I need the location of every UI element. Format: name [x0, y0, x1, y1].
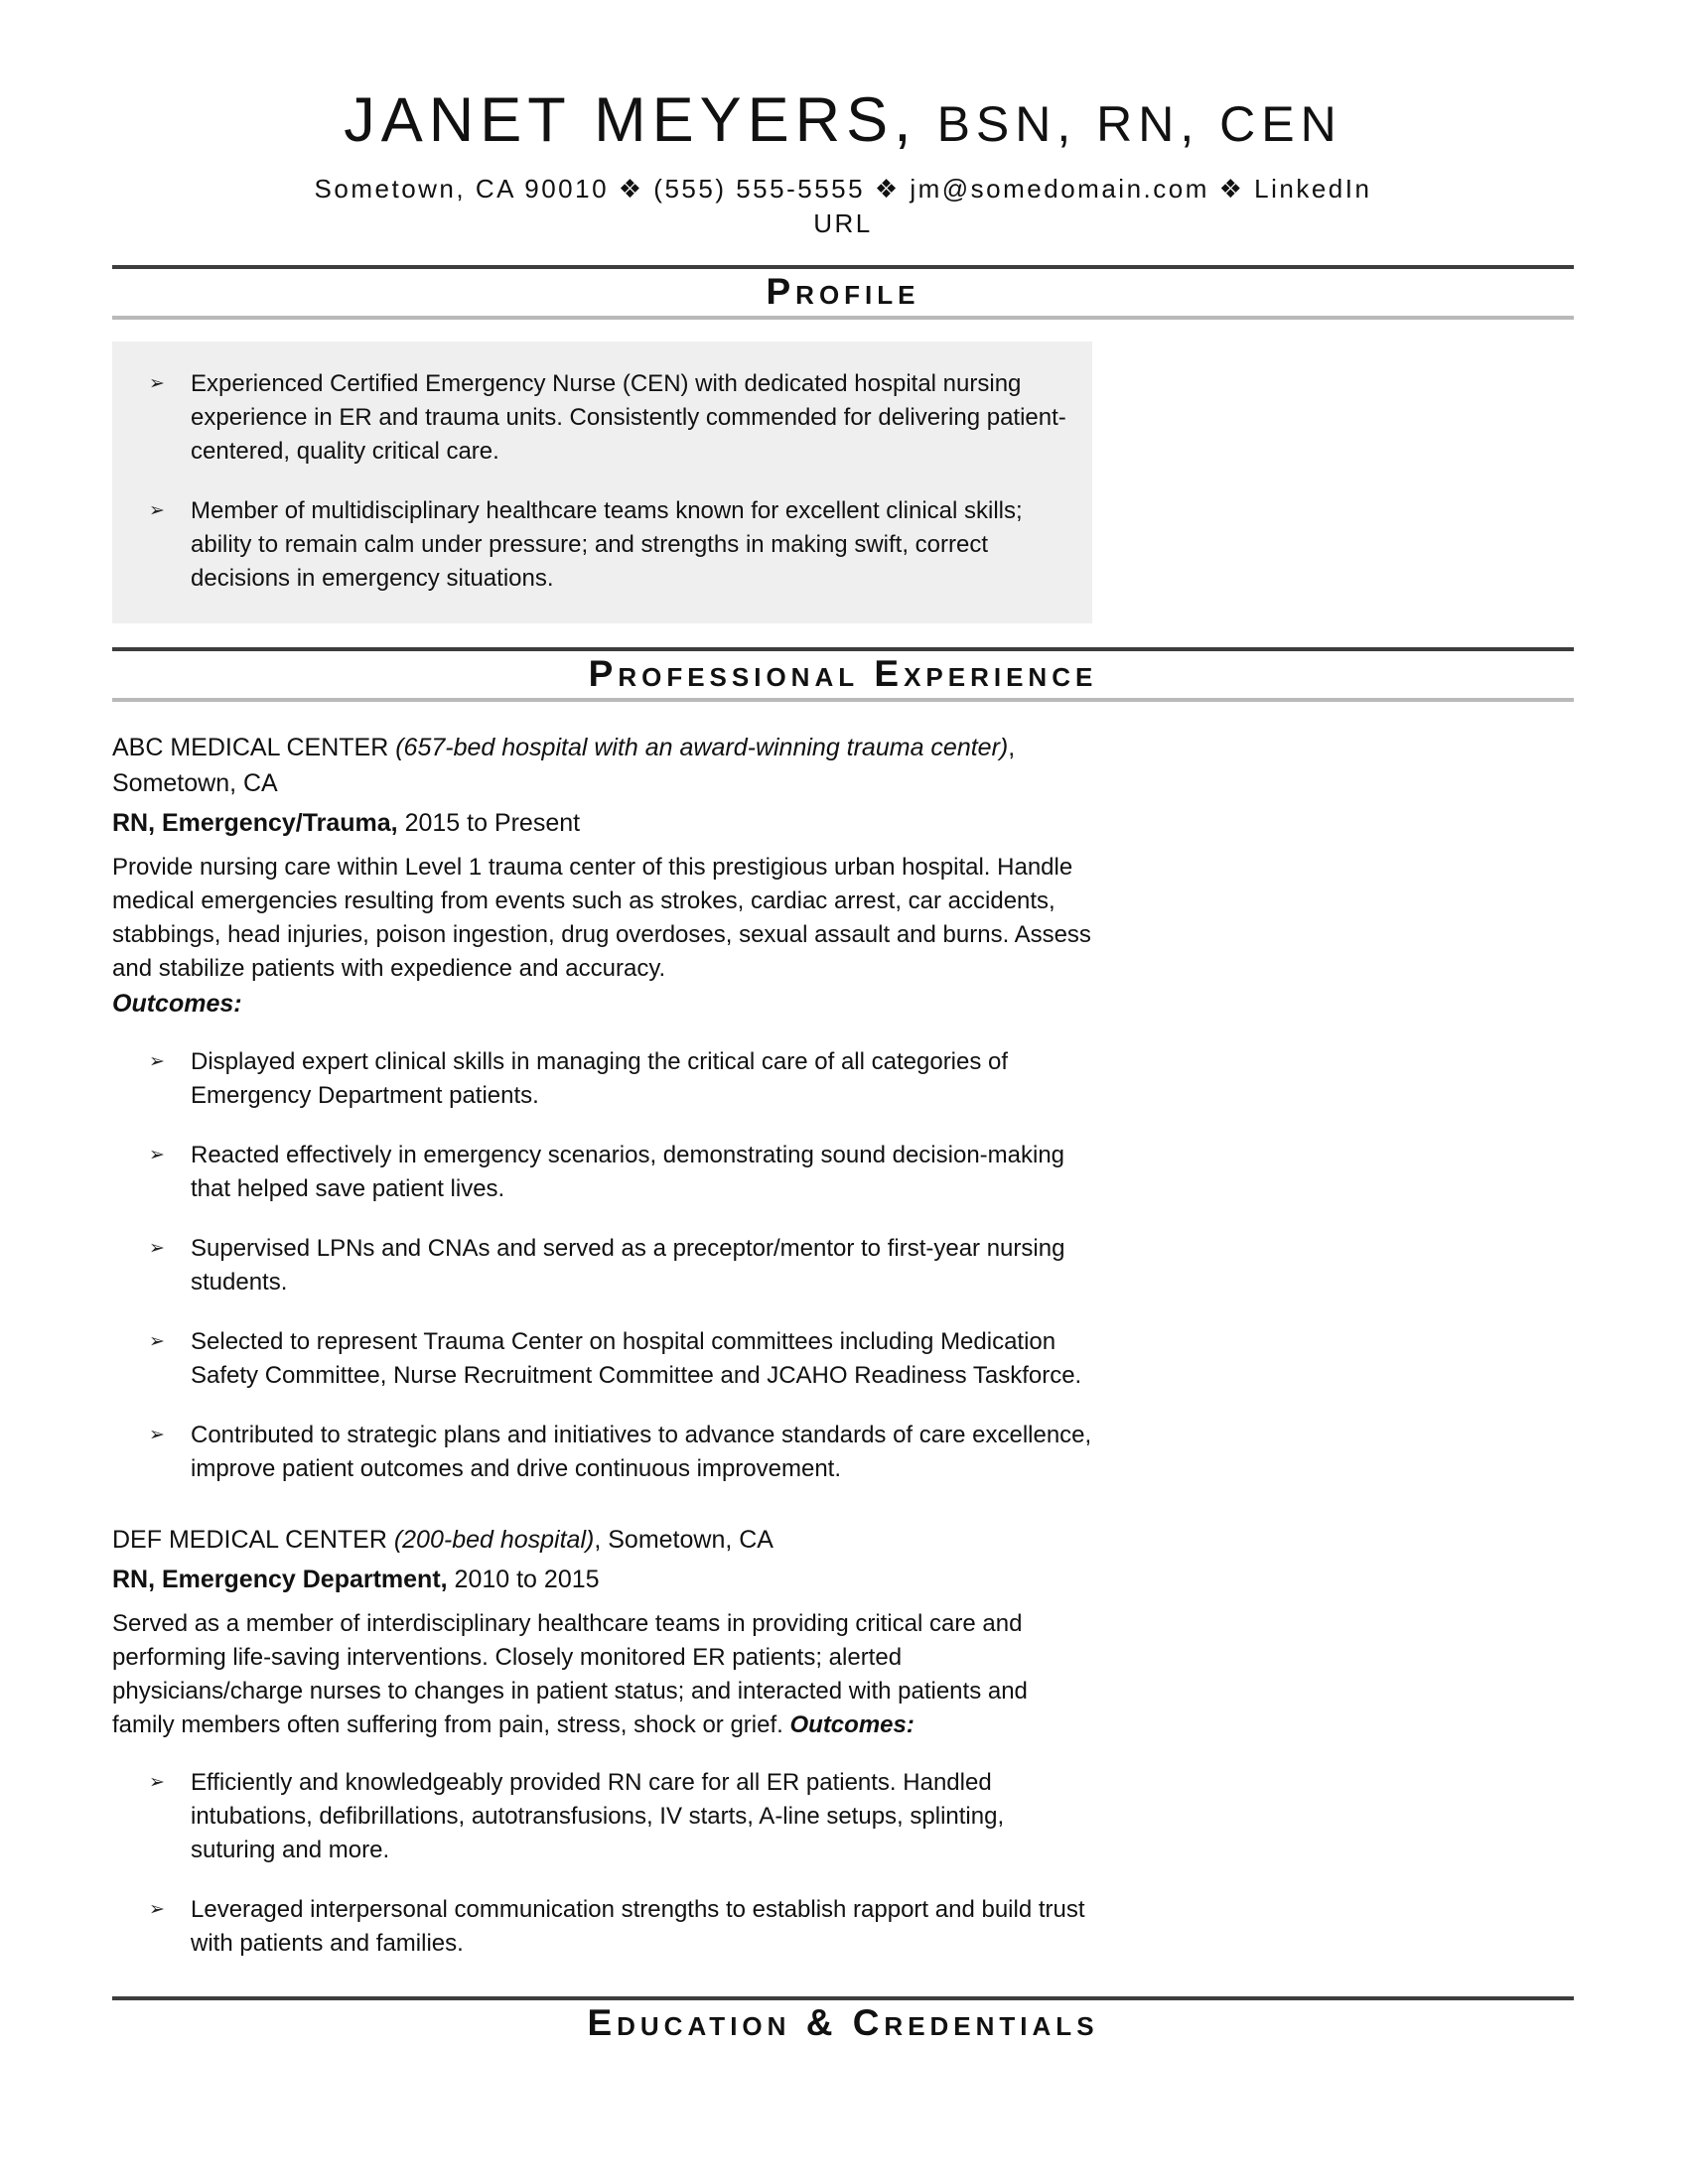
arrow-bullet-icon: ➢: [149, 1331, 165, 1352]
list-item: [149, 1045, 1092, 1113]
job-entry-def-medical-center: [112, 1522, 1092, 1961]
employer-name: DEF MEDICAL CENTER: [112, 1526, 394, 1554]
job-entry-abc-medical-center: [112, 730, 1092, 1486]
job-bullet-list: [112, 1766, 1092, 1961]
job-bullet-list: [112, 1045, 1092, 1486]
role-dates: 2010 to 2015: [447, 1566, 600, 1593]
role-title: RN, Emergency Department,: [112, 1566, 448, 1593]
contact-line-1: Sometown, CA 90010 ❖ (555) 555-5555 ❖ jm@somedomain.com ❖ LinkedIn: [314, 174, 1372, 204]
job-bullet-text: Contributed to strategic plans and initiatives to advance standards of care excellence, improve patient outcomes and drive continuous improvement.: [191, 1422, 1092, 1482]
job-bullet-text: Reacted effectively in emergency scenarios, demonstrating sound decision-making that helped save patient lives.: [191, 1142, 1065, 1202]
arrow-bullet-icon: ➢: [149, 1238, 165, 1259]
employer-note: (657-bed hospital with an award-winning trauma center): [395, 734, 1009, 761]
list-item: [149, 1893, 1092, 1961]
list-item: [149, 1419, 1092, 1486]
education-section-heading: [112, 1996, 1574, 2047]
candidate-name: [112, 85, 1574, 155]
list-item: [149, 494, 1072, 596]
profile-section-title: Profile: [766, 271, 920, 312]
list-item: [149, 1766, 1092, 1867]
arrow-bullet-icon: ➢: [149, 1051, 165, 1072]
arrow-bullet-icon: ➢: [149, 1772, 165, 1793]
outcomes-label: Outcomes:: [789, 1711, 914, 1738]
employer-note: (200-bed hospital): [393, 1526, 595, 1554]
job-bullet-text: Leveraged interpersonal communication strengths to establish rapport and build trust with patients and families.: [191, 1896, 1085, 1957]
role-title: RN, Emergency/Trauma,: [112, 809, 398, 837]
employer-location: , Sometown, CA: [594, 1526, 774, 1554]
job-summary: Provide nursing care within Level 1 trauma center of this prestigious urban hospital. Handle medical emergencies resulting from events such as strokes, cardiac arrest, car accidents, stabbings, head injuries, poison ingestion, drug overdoses, sexual assault and burns. Assess and stabilize patients with expedience and accuracy.: [112, 854, 1091, 982]
role-line: [112, 805, 1092, 841]
outcomes-label: Outcomes:: [112, 990, 242, 1018]
contact-line-2: URL: [813, 208, 873, 238]
profile-summary-box: [112, 341, 1092, 623]
role-dates: 2015 to Present: [397, 809, 581, 837]
employer-location: , Sometown, CA: [112, 734, 1016, 797]
arrow-bullet-icon: ➢: [149, 373, 165, 394]
arrow-bullet-icon: ➢: [149, 1425, 165, 1445]
experience-section-body: [112, 730, 1092, 1961]
job-bullet-text: Efficiently and knowledgeably provided RN care for all ER patients. Handled intubations, defibrillations, autotransfusions, IV starts, A-line setups, splinting, suturing and more.: [191, 1769, 1005, 1863]
candidate-name-credentials: BSN, RN, CEN: [916, 96, 1342, 152]
list-item: [149, 367, 1072, 469]
employer-name: ABC MEDICAL CENTER: [112, 734, 396, 761]
employer-line: [112, 730, 1092, 801]
arrow-bullet-icon: ➢: [149, 1899, 165, 1920]
job-bullet-text: Displayed expert clinical skills in managing the critical care of all categories of Emergency Department patients.: [191, 1048, 1009, 1109]
experience-section-title: Professional Experience: [588, 653, 1098, 694]
experience-section-heading: [112, 647, 1574, 702]
job-summary-text: Served as a member of interdisciplinary healthcare teams in providing critical care and performing life-saving interventions. Closely monitored ER patients; alerted physicians/charge nurses to changes in patient status; and interacted with patients and family members often suffering from pain, stress, shock or grief.: [112, 1610, 1028, 1738]
list-item: [149, 1139, 1092, 1206]
job-bullet-text: Supervised LPNs and CNAs and served as a preceptor/mentor to first-year nursing students.: [191, 1235, 1065, 1296]
list-item: [149, 1232, 1092, 1299]
profile-section-heading: [112, 265, 1574, 320]
list-item: [149, 1325, 1092, 1393]
role-line: [112, 1562, 1092, 1597]
profile-bullet-text: Member of multidisciplinary healthcare teams known for excellent clinical skills; ability to remain calm under pressure; and strengths in making swift, correct decisions in emergency situations.: [191, 497, 1023, 592]
job-summary: [112, 1607, 1092, 1742]
candidate-name-primary: JANET MEYERS,: [344, 85, 917, 155]
education-section-title: Education & Credentials: [587, 2002, 1099, 2043]
profile-bullet-text: Experienced Certified Emergency Nurse (CEN) with dedicated hospital nursing experience in ER and trauma units. Consistently commended for delivering patient-centered, quality critical care.: [191, 370, 1066, 465]
employer-line: [112, 1522, 1092, 1558]
contact-line: [112, 172, 1574, 241]
arrow-bullet-icon: ➢: [149, 1145, 165, 1165]
job-bullet-text: Selected to represent Trauma Center on hospital committees including Medication Safety Committee, Nurse Recruitment Committee and JCAHO Readiness Taskforce.: [191, 1328, 1082, 1389]
arrow-bullet-icon: ➢: [149, 500, 165, 521]
